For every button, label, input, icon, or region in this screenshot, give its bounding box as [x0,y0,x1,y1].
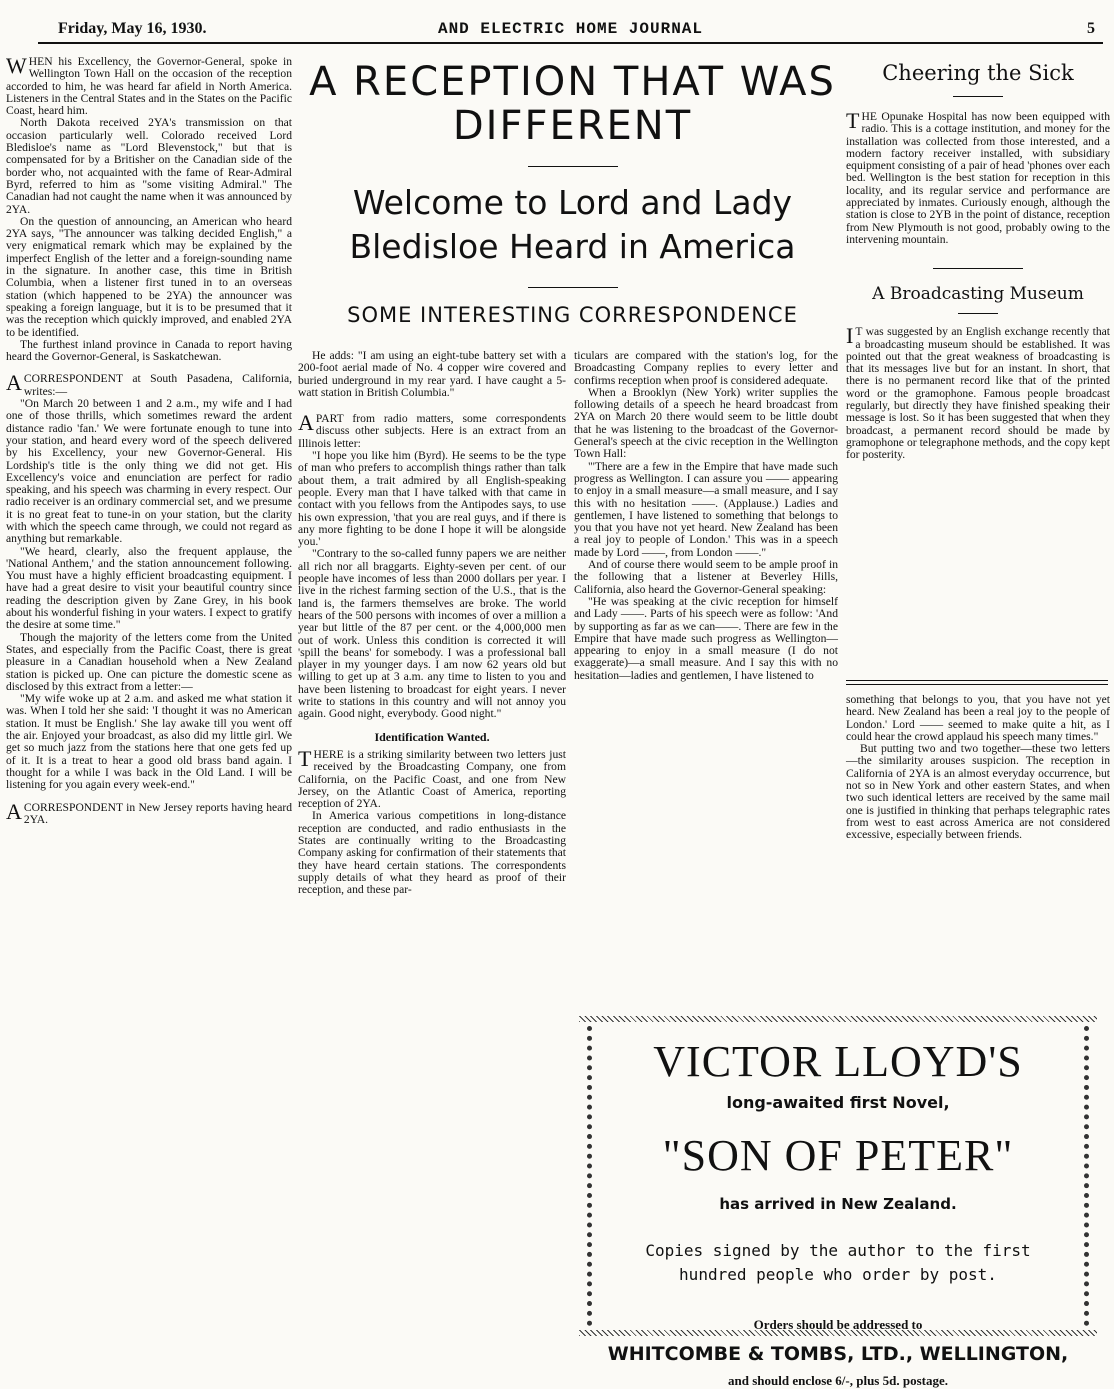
section-subhead: Identification Wanted. [374,729,490,744]
col3-para-5: "He was speaking at the civic reception for himself and Lady ——. Parts of his speech were as follow: 'And by supporting as far as we can——. There are few in the Empire that have made such progress as Wellington—appearing to enjoy in a small measure (I do not exaggerate)—a small measure. And I say this with no hesitation—ladies and gentlemen, I have listened to [574,594,838,682]
divider [528,287,618,288]
ad-enclose: and should enclose 6/-, plus 5d. postage. [728,1373,948,1388]
col1-para-2: North Dakota received 2YA's transmission on that occasion particularly well. Colorado received Lord Bledisloe's name as "Lord Blevenstock," but that is compensated for by a Britisher on the Canadian side of the border who, not acquainted with the fame of Rear-Admiral Byrd, referred to him as "some visiting Admiral." The Canadian had not caught the name when it was announced by 2YA. [6,116,292,216]
book-advertisement [573,1010,1103,1388]
headline-kicker: SOME INTERESTING CORRESPONDENCE [347,303,798,327]
col1-para-5: A CORRESPONDENT at South Pasadena, California, writes:— [6,370,292,398]
drop-cap: I [846,323,854,349]
col4-para-3: something that belongs to you, that you have not yet heard. New Zealand has been a real joy to the people of London.' Lord —— seemed to make quite a hit, as I could hear the crowd applaud his speech many times." [846,693,1110,743]
col3-para-1: ticulars are compared with the station's log, for the Broadcasting Company replies to every letter and confirms reception when proof is considered adequate. [574,349,838,387]
broadcasting-museum-heading: A Broadcasting Museum [872,284,1084,305]
column-2 [298,350,566,896]
drop-cap: A [6,370,22,396]
masthead [38,18,1103,44]
ad-border [587,1026,1089,1388]
drop-cap: A [298,410,314,436]
col2-para-1: He adds: "I am using an eight-tube battery set with a 200-foot aerial made of No. 4 copper wire covered and buried underground in my rear yard. I have caught a 5-watt station in British Columbia." [298,349,566,399]
main-headline [300,60,845,328]
divider [958,313,998,314]
col4-para-4: But putting two and two together—these two letters—the similarity arouses suspicion. The reception in California of 2YA is an almost everyday occurrence, but not so in New York and other eastern States, and when two such identical letters are received by the same mail one is justified in thinking that perhaps telegraphic rates from west to east across America are not considered excessive, especially between friends. [846,742,1110,842]
col1-para-1: WHEN his Excellency, the Governor-General, spoke in Wellington Town Hall on the occasion of the reception accorded to him, he was heard far afield in North America. Listeners in the Central States and in the States on the Pacific Coast, heard him. [6,53,292,118]
ad-book-title: "SON OF PETER" [662,1131,1014,1180]
col1-para-3: On the question of announcing, an American who heard 2YA says, "The announcer was talking decided English," a very enigmatical remark which may be explained by the imperfect English of the letter and a foreign-sounding name in the signature. In another case, this time in British Columbia, when a listener first tuned in to an overseas station (which happened to be 2YA) the announcer was speaking a foreign language, but it is to be presumed that it was the reception which quickly improved, and enabled 2YA to be identified. [6,214,292,339]
drop-cap: W [6,53,27,78]
ad-publisher: WHITCOMBE & TOMBS, LTD., WELLINGTON, [607,1343,1069,1365]
journal-title: AND ELECTRIC HOME JOURNAL [437,20,704,38]
ad-copies-line-1: Copies signed by the author to the first [645,1241,1031,1260]
double-rule [846,684,1108,685]
divider [953,96,1003,97]
col3-para-4: And of course there would seem to be ample proof in the following that a listener at Beverley Hills, California, also heard the Governor-General speaking: [574,558,838,596]
col3-para-3: "'There are a few in the Empire that have made such progress as Wellington. I can assure you —— appearing to enjoy in a small measure—a small measure, and I say this with no hesitation ——. (Applause.) Ladies and gentlemen, I have listened to something that belongs to you that you have not yet heard. New Zealand has been a real joy to people of London.' This was in a speech made by Lord ——, from London ——." [574,459,838,559]
page-number: 5 [1087,20,1095,37]
drop-cap: A [6,798,22,824]
col1-para-10: A CORRESPONDENT in New Jersey reports having heard 2YA. [6,798,292,826]
ad-author: VICTOR LLOYD'S [653,1037,1023,1086]
drop-cap: T [846,108,860,133]
headline-subtitle: Welcome to Lord and Lady Bledisloe Heard in America [349,183,796,266]
divider [528,166,618,167]
issue-date: Friday, May 16, 1930. [58,20,207,37]
col1-para-7: "We heard, clearly, also the frequent applause, the 'National Anthem,' and the station announcement following. You must have a highly efficient broadcasting equipment. I have had a great desire to visit your beautiful country since reading the description given by Zane Grey, in his book about his wonderful fishing in your waters. I expect to gratify the desire at some time." [6,544,292,632]
col2-para-2: APART from radio matters, some correspondents discuss other subjects. Here is an extract from an Illinois letter: [298,410,566,450]
ad-copies-line-2: hundred people who order by post. [679,1265,997,1284]
col1-para-4: The furthest inland province in Canada to report having heard the Governor-General, is Saskatchewan. [6,337,292,364]
ad-tagline: long-awaited first Novel, [726,1093,950,1112]
ad-orders: Orders should be addressed to [753,1317,923,1332]
col1-para-8: Though the majority of the letters come from the United States, and especially from the Pacific Coast, there is great pleasure in a Canadian household when a New Zealand station is picked up. One can picture the domestic scene as disclosed by this extract from a letter:— [6,630,292,693]
col1-para-9: "My wife woke up at 2 a.m. and asked me what station it was. When I told her she said: 'I thought it was no American station. It must be English.' She lay awake till you went off the air. Enjoyed your broadcast, as also did my little girl. We get so much jazz from the stations here that one gets fed up of it. It is a treat to hear a good old brass band again. I thought for a while I was back in the Old Land. I will be listening for you again every week-end." [6,692,292,792]
column-4-continued [846,694,1110,842]
col2-para-6: In America various competitions in long-distance reception are conducted, and radio enthusiasts in the States are continually writing to the Broadcasting Company asking for confirmation of their statements that they have heard certain stations. The correspondents supply details of what they heard as proof of their reception, and these par- [298,809,566,897]
drop-cap: T [298,745,312,771]
col1-para-6: "On March 20 between 1 and 2 a.m., my wife and I had one of those thrills, which sometimes reward the ardent distance radio 'fan.' We were fortunate enough to tune into your station, and heard every word of the speech delivered by his Excellency, your new Governor-General. His Lordship's title is the only thing we did not get. His Excellency's voice and enunciation are perfect for radio speaking, and his speech was charming in every respect. Our radio receiver is an ordinary commercial set, and we presume it is no great feat to tune-in on your station, but the clarity with which the speech came through, we could not regard as anything but remarkable. [6,397,292,546]
col2-para-4: "Contrary to the so-called funny papers we are neither all rich nor all braggarts. Eighty-seven per cent. of our people have incomes of less than 2000 dollars per year. I live in the richest farming section of the U.S., that is the land is, the farmers themselves are broke. The world hears of the 500 persons with incomes of over a million a year but little of the 87 per cent. or the 4,000,000 men out of work. Unless this condition is corrected it will 'spill the beans' for somebody. I was a professional ball player in my younger days. I am now 62 years old but willing to get up at 3 a.m. any time to listen to you and have been listening to broadcast for eight years. I never write to stations in this country and will not annoy you again. Good night, everybody. Good night." [298,547,566,721]
divider [933,268,1023,269]
col2-para-5: THERE is a striking similarity between two letters just received by the Broadcasting Company, one from California, on the Pacific Coast, and one from New Jersey, on the Atlantic Coast of America, reporting reception of 2YA. [298,745,566,811]
col2-para-3: "I hope you like him (Byrd). He seems to be the type of man who prefers to accomplish things rather than talk about them, a trait admired by all English-speaking people. Every man that I have talked with that came in contact with you fellows from the Antipodes says, to use his own expression, 'that you are real guys, and if there is any more fighting to be done I hope it will be alongside you.' [298,449,566,549]
col3-para-2: When a Brooklyn (New York) writer supplies the following details of a speech he heard broadcast from 2YA on March 20 there would seem to be little doubt that he was listening to the broadcast of the Governor-General's speech at the civic reception in the Wellington Town Hall: [574,385,838,461]
col4-para-2: I T was suggested by an English exchange recently that a broadcasting museum should be established. It was pointed out that the great weakness of broadcasting is that its messages live but for an instant. In short, that there is no permanent record like that of the printed word or the gramophone. Famous people broadcast regularly, but directly they have finished speaking their message is lost. So it has been suggested that when they broadcast, a permanent record should be made by gramophone or telegraphone methods, and the copy kept for posterity. [846,323,1110,462]
col4-para-1: THE Opunake Hospital has now been equipped with radio. This is a cottage institution, and money for the installation was collected from those interested, and a modern factory receiver installed, with subsidiary equipment consisting of a pair of head 'phones over each bed. Wellington is the best station for reception in this locality, and its regular service and performance are appreciated by inmates. Curiously enough, although the station is close to 2YB in the point of distance, reception from New Plymouth is not good, probably owing to the intervening mountain. [846,108,1110,246]
column-4 [846,60,1110,462]
column-3 [574,350,838,682]
cheering-the-sick-heading: Cheering the Sick [882,61,1074,85]
ad-arrival: has arrived in New Zealand. [719,1195,957,1213]
column-1 [6,53,292,826]
double-rule [846,680,1108,681]
headline-title: A RECEPTION THAT WAS DIFFERENT [309,59,836,149]
